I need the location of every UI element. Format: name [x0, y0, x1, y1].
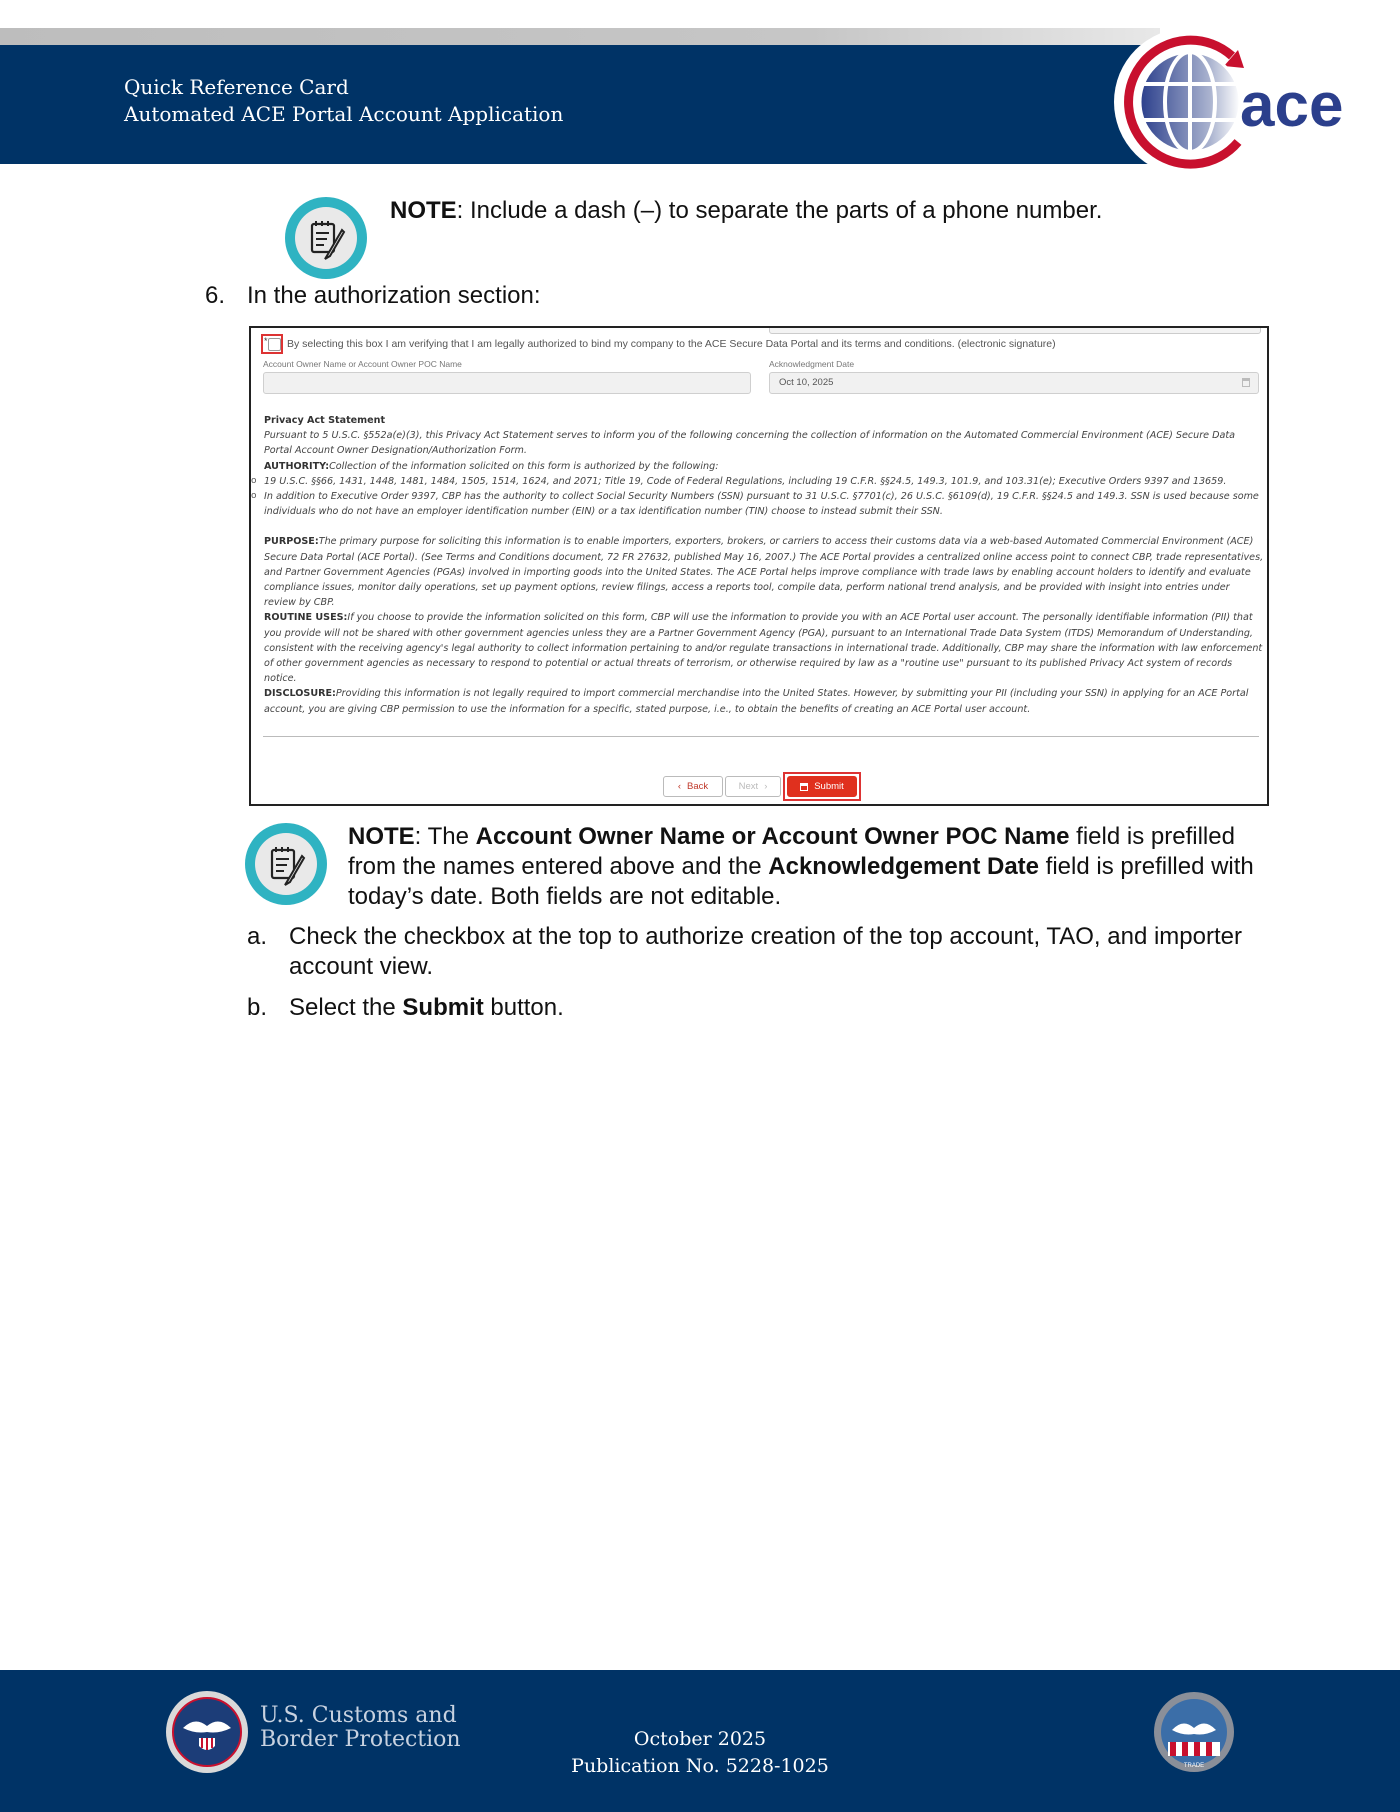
privacy-act-statement — [264, 413, 1264, 717]
substep-marker: a. — [247, 923, 268, 950]
notepad-pen-icon — [284, 196, 368, 280]
authority-label: AUTHORITY: — [264, 460, 330, 472]
back-button[interactable]: ‹ Back — [663, 776, 723, 797]
submit-button[interactable]: Submit — [787, 776, 857, 797]
purpose-text: The primary purpose for soliciting this information is to enable importers, exporters, brokers, or carriers to access their customs data via a web-based Automated Commercial Environment (ACE) Secure Data Portal (ACE Portal). (See Terms and Conditions document, 72 FR 27632, published May 16, 2007.) The ACE Portal provides a centralized online access point to connect CBP, trade representatives, and Partner Government Agencies (PGAs) involved in importing goods into the United States. The ACE Portal helps improve compliance with trade laws by enabling account holders to identify and evaluate compliance issues, monitor daily operations, set up payment options, review filings, access a reports tool, compile data, perform national trend analysis, and be provided with insight into entries under review by CBP. — [264, 536, 1264, 609]
chevron-left-icon: ‹ — [677, 781, 682, 792]
note-phone-dash — [284, 196, 1190, 280]
substep-marker: b. — [247, 994, 268, 1021]
step-text: In the authorization section: — [247, 282, 541, 309]
chevron-right-icon: › — [764, 781, 768, 792]
disclosure-label: DISCLOSURE: — [264, 688, 336, 700]
save-icon — [800, 783, 808, 791]
authorization-checkbox[interactable] — [268, 338, 281, 351]
disclosure-text: Providing this information is not legally required to import commercial merchandise into the United States. However, by submitting your PII (including your SSN) in applying for an ACE Portal account, you are giving CBP permission to use the information for a specific, stated purpose, i.e., to obtain the benefits of creating an ACE Portal user account. — [264, 688, 1249, 715]
header-gray-strip — [0, 28, 1160, 45]
ace-logo-icon — [1112, 26, 1372, 178]
ack-date-label: Acknowledgment Date — [769, 359, 855, 369]
privacy-intro: Pursuant to 5 U.S.C. §552a(e)(3), this Privacy Act Statement serves to inform you of the following concerning the collection of information on the Automated Commercial Environment (ACE) Secure Data Portal Account Owner Designation/Authorization Form. — [264, 430, 1236, 457]
account-owner-label: Account Owner Name or Account Owner POC Name — [263, 359, 462, 369]
authority-bullet: In addition to Executive Order 9397, CBP has the authority to collect Social Security Numbers (SSN) pursuant to 31 U.S.C. §7701(c), 26 U.S.C. §6109(d), 19 C.F.R. §§24.5 and 149.3. SSN is used because some individuals who do not have an employer identification number (EIN) or a tax identification number (TIN) choose to instead submit their SSN. — [264, 491, 1259, 518]
checkbox-highlight — [261, 334, 283, 354]
cbp-trade-seal-icon — [1152, 1690, 1236, 1774]
ack-date-value: Oct 10, 2025 — [779, 377, 834, 388]
account-owner-field-ref: Account Owner Name or Account Owner POC Name — [475, 823, 1070, 850]
header-title-line1: Quick Reference Card — [124, 75, 349, 99]
publication-number: Publication No. 5228-1025 — [571, 1755, 829, 1777]
submit-ref: Submit — [402, 994, 484, 1021]
privacy-title: Privacy Act Statement — [264, 415, 386, 426]
authorization-screenshot — [249, 326, 1269, 806]
ack-date-field-ref: Acknowledgement Date — [768, 853, 1040, 880]
header-title — [124, 74, 563, 128]
authorization-checkbox-label: By selecting this box I am verifying that I am legally authorized to bind my company to the ACE Secure Data Portal and its terms and conditions. (electronic signature) — [287, 338, 1056, 350]
divider — [263, 736, 1259, 737]
note-prefilled-fields: NOTE: The Account Owner Name or Account Owner POC Name field is prefilled from the names entered above and the Acknowledgement Date field is prefilled with today’s date. Both fields are not editable. — [244, 822, 1258, 912]
svg-text:ace: ace — [1240, 71, 1344, 140]
substep-a — [247, 922, 1257, 982]
svg-text:TRADE: TRADE — [1183, 1763, 1205, 1769]
note-text: : Include a dash (–) to separate the parts of a phone number. — [456, 197, 1103, 224]
notepad-pen-icon — [244, 822, 328, 906]
substep-b: b. Select the Submit button. — [247, 994, 564, 1021]
substep-text: Check the checkbox at the top to authorize creation of the top account, TAO, and importer account view. — [289, 923, 1242, 980]
step-6 — [205, 281, 541, 311]
routine-uses-label: ROUTINE USES: — [264, 612, 348, 624]
purpose-label: PURPOSE: — [264, 536, 319, 548]
step-number: 6. — [205, 282, 226, 309]
routine-uses-text: If you choose to provide the information solicited on this form, CBP will use the information to provide you with an ACE Portal user account. The personally identifiable information (PII) that you provide will not be shared with other government agencies unless they are a Partner Government Agency (PGA), pursuant to an International Trade Data System (ITDS) Memorandum of Understanding, consistent with the receiving agency's legal authority to collect information pertaining to and/or regulate transactions in international trade. Additionally, CBP may share the information with law enforcement of other government agencies as necessary to respond to potential or actual threats of terrorism, or otherwise required by law as a "routine use" pursuant to its published Privacy Act system of records notice. — [264, 612, 1263, 685]
ack-date-field[interactable] — [769, 372, 1259, 394]
note-label: NOTE — [390, 197, 457, 224]
authority-bullet: 19 U.S.C. §§66, 1431, 1448, 1481, 1484, 1505, 1514, 1624, and 2071; Title 19, Code of Federal Regulations, including 19 C.F.R. §§24.5, 149.3, 101.9, and 103.31(e); Executive Orders 9397 and 13659. — [264, 475, 1227, 487]
header-title-line2: Automated ACE Portal Account Application — [124, 102, 564, 126]
cbp-org-name: U.S. Customs and Border Protection — [260, 1703, 461, 1752]
form-buttons — [663, 772, 861, 801]
submit-highlight — [783, 772, 861, 801]
note-label: NOTE — [348, 823, 415, 850]
next-button[interactable]: Next › — [725, 776, 781, 797]
previous-field-edge — [769, 326, 1261, 334]
authority-text: Collection of the information solicited on this form is authorized by the following: — [329, 460, 719, 472]
publication-date: October 2025 — [633, 1728, 767, 1750]
required-marker: * — [264, 336, 268, 346]
authorization-checkbox-row — [261, 334, 1056, 354]
account-owner-field[interactable] — [263, 372, 751, 394]
calendar-icon — [1242, 378, 1250, 387]
